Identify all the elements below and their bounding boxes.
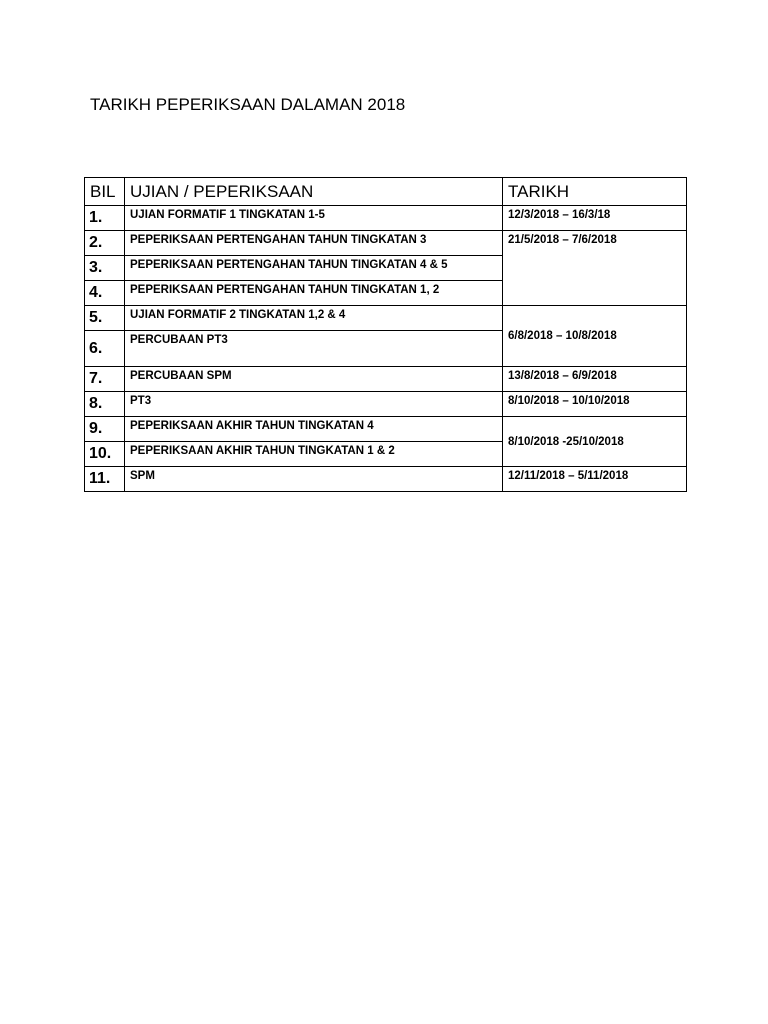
table-header-row [85, 178, 687, 206]
table-row [85, 392, 687, 417]
header-bil: BIL [85, 178, 125, 206]
row-number: 5. [85, 306, 125, 331]
row-number: 2. [85, 231, 125, 256]
exam-date: 12/3/2018 – 16/3/18 [503, 206, 687, 231]
exam-date: 8/10/2018 – 10/10/2018 [503, 392, 687, 417]
row-number: 11. [85, 467, 125, 492]
exam-name: PEPERIKSAAN PERTENGAHAN TAHUN TINGKATAN 4 & 5 [125, 256, 503, 281]
exam-date: 13/8/2018 – 6/9/2018 [503, 367, 687, 392]
exam-name: PEPERIKSAAN PERTENGAHAN TAHUN TINGKATAN 3 [125, 231, 503, 256]
exam-name: PT3 [125, 392, 503, 417]
row-number: 1. [85, 206, 125, 231]
exam-name: PERCUBAAN PT3 [125, 331, 503, 367]
exam-date: 8/10/2018 -25/10/2018 [503, 417, 687, 467]
table-row [85, 467, 687, 492]
row-number: 9. [85, 417, 125, 442]
exam-name: PEPERIKSAAN AKHIR TAHUN TINGKATAN 4 [125, 417, 503, 442]
row-number: 7. [85, 367, 125, 392]
exam-name: PERCUBAAN SPM [125, 367, 503, 392]
table-row [85, 417, 687, 442]
exam-date: 6/8/2018 – 10/8/2018 [503, 306, 687, 367]
header-tarikh: TARIKH [503, 178, 687, 206]
document-title: TARIKH PEPERIKSAAN DALAMAN 2018 [90, 95, 406, 114]
table-row [85, 231, 687, 256]
exam-name: UJIAN FORMATIF 1 TINGKATAN 1-5 [125, 206, 503, 231]
row-number: 10. [85, 442, 125, 467]
exam-date: 21/5/2018 – 7/6/2018 [503, 231, 687, 306]
exam-date: 12/11/2018 – 5/11/2018 [503, 467, 687, 492]
exam-name: UJIAN FORMATIF 2 TINGKATAN 1,2 & 4 [125, 306, 503, 331]
row-number: 8. [85, 392, 125, 417]
exam-name: PEPERIKSAAN PERTENGAHAN TAHUN TINGKATAN 1, 2 [125, 281, 503, 306]
exam-name: SPM [125, 467, 503, 492]
exam-schedule-table [84, 177, 687, 492]
table-row [85, 206, 687, 231]
exam-name: PEPERIKSAAN AKHIR TAHUN TINGKATAN 1 & 2 [125, 442, 503, 467]
row-number: 3. [85, 256, 125, 281]
header-ujian: UJIAN / PEPERIKSAAN [125, 178, 503, 206]
table-row [85, 367, 687, 392]
row-number: 4. [85, 281, 125, 306]
row-number: 6. [85, 331, 125, 367]
table-row [85, 306, 687, 331]
